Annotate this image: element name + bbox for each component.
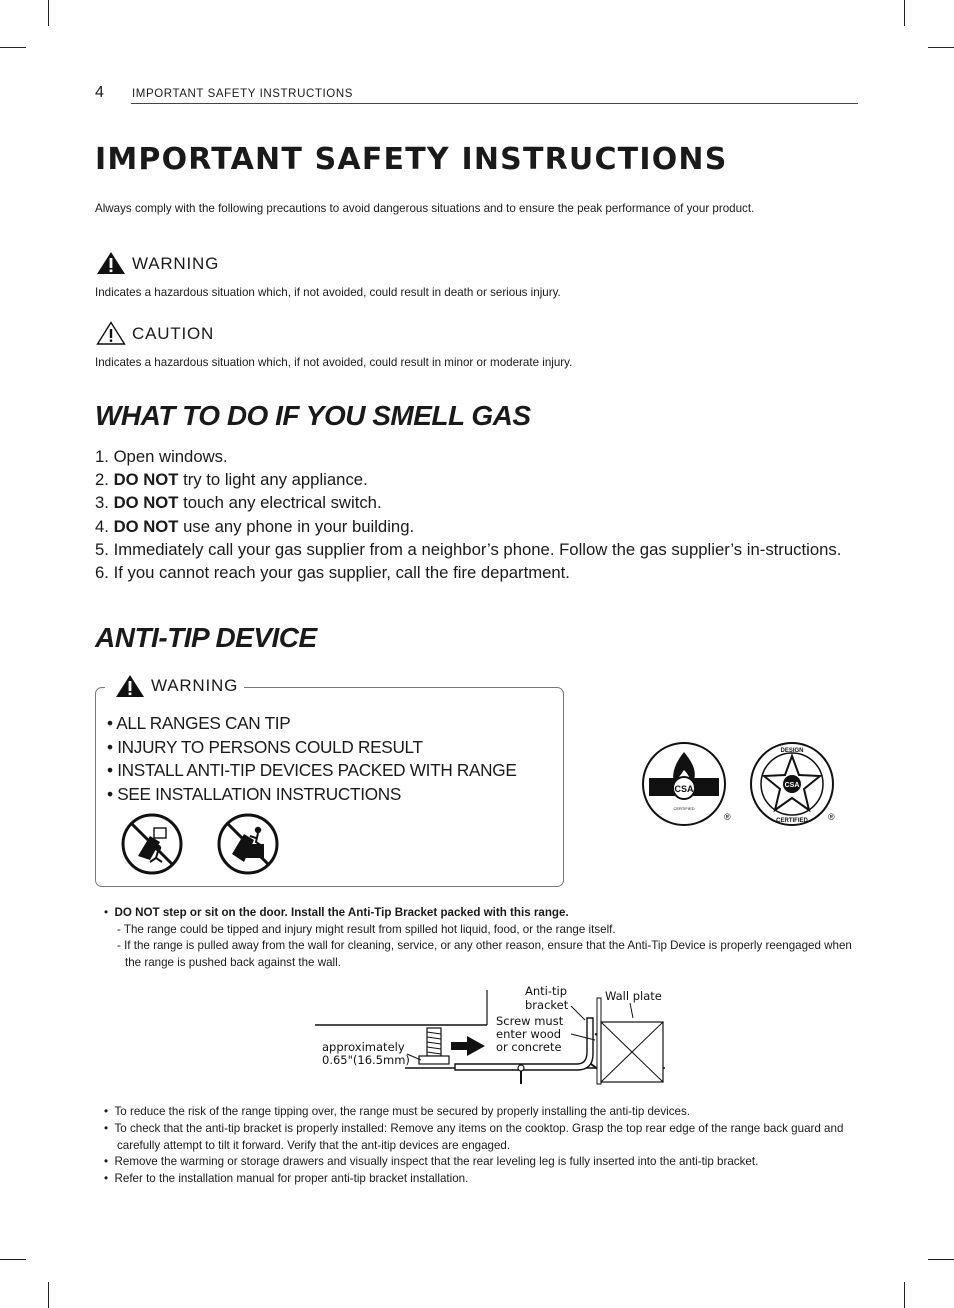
crop-mark bbox=[48, 0, 49, 26]
crop-mark bbox=[928, 47, 954, 48]
anti-tip-warning-label: WARNING bbox=[151, 676, 239, 695]
warning-triangle-icon bbox=[115, 674, 145, 698]
anti-tip-warning-header bbox=[105, 674, 244, 698]
list-item: • To check that the anti-tip bracket is properly installed: Remove any items on the cooktop. Grasp the top rear edge of the range back guard and carefully attempt to tilt it forward. Verify that the ant-itip devices are engaged. bbox=[104, 1121, 844, 1152]
list-item: 1. Open windows. bbox=[95, 447, 228, 466]
svg-text:CSA: CSA bbox=[674, 784, 694, 794]
crop-mark bbox=[0, 47, 26, 48]
no-sitting-on-door-icon bbox=[216, 812, 280, 876]
warning-label: WARNING bbox=[132, 254, 220, 273]
anti-tip-bullets bbox=[104, 1104, 864, 1188]
svg-text:Screw must: Screw must bbox=[496, 1014, 564, 1028]
svg-text:®: ® bbox=[724, 812, 731, 822]
svg-text:or concrete: or concrete bbox=[496, 1040, 562, 1054]
svg-text:Wall plate: Wall plate bbox=[605, 989, 662, 1003]
caution-label: CAUTION bbox=[132, 324, 215, 343]
warning-triangle-icon bbox=[96, 251, 126, 275]
svg-text:enter wood: enter wood bbox=[496, 1027, 562, 1041]
page-number: 4 bbox=[95, 84, 104, 101]
crop-mark bbox=[904, 1282, 905, 1308]
list-item: • INSTALL ANTI-TIP DEVICES PACKED WITH RANGE bbox=[107, 760, 517, 780]
intro-text: Always comply with the following precautions to avoid dangerous situations and to ensure the peak performance of your product. bbox=[95, 202, 755, 215]
svg-text:®: ® bbox=[828, 812, 835, 822]
page-title: IMPORTANT SAFETY INSTRUCTIONS bbox=[95, 142, 728, 177]
warning-description: Indicates a hazardous situation which, if not avoided, could result in death or serious injury. bbox=[95, 286, 561, 299]
svg-text:CERTIFIED: CERTIFIED bbox=[673, 806, 695, 811]
svg-text:bracket: bracket bbox=[525, 998, 569, 1012]
crop-mark bbox=[928, 1259, 954, 1260]
anti-tip-bracket-diagram bbox=[315, 982, 670, 1086]
smell-gas-list bbox=[95, 445, 855, 584]
crop-mark bbox=[48, 1282, 49, 1308]
list-item: • Remove the warming or storage drawers and visually inspect that the rear leveling leg is fully inserted into the anti-tip bracket. bbox=[104, 1155, 759, 1169]
section-title-anti-tip: ANTI-TIP DEVICE bbox=[95, 622, 317, 653]
section-title-smell-gas: WHAT TO DO IF YOU SMELL GAS bbox=[95, 400, 531, 431]
header-rule bbox=[131, 103, 858, 104]
list-item: 4. DO NOT use any phone in your building. bbox=[95, 516, 415, 536]
list-item: 6. If you cannot reach your gas supplier, call the fire department. bbox=[95, 563, 570, 583]
list-item: - If the range is pulled away from the wall for cleaning, service, or any other reason, ensure that the Anti-Tip Device is properly reengaged when the range is pushed back against the wall. bbox=[117, 939, 852, 969]
design-certified-logo bbox=[748, 740, 842, 828]
list-item: • SEE INSTALLATION INSTRUCTIONS bbox=[107, 783, 402, 804]
svg-text:DESIGN: DESIGN bbox=[780, 748, 804, 754]
svg-text:CSA: CSA bbox=[784, 782, 800, 789]
list-item: 3. DO NOT touch any electrical switch. bbox=[95, 493, 382, 513]
list-item: 5. Immediately call your gas supplier from a neighbor’s phone. Follow the gas supplier’s in-structions. bbox=[95, 539, 842, 559]
svg-text:Anti-tip: Anti-tip bbox=[525, 984, 568, 998]
list-item: 2. DO NOT try to light any appliance. bbox=[95, 470, 368, 490]
running-header: IMPORTANT SAFETY INSTRUCTIONS bbox=[132, 88, 354, 100]
caution-description: Indicates a hazardous situation which, if not avoided, could result in minor or moderate injury. bbox=[95, 356, 573, 369]
caution-triangle-icon bbox=[96, 321, 126, 345]
door-warning-bullet bbox=[104, 905, 864, 971]
crop-mark bbox=[0, 1259, 26, 1260]
crop-mark bbox=[904, 0, 905, 26]
svg-text:approximately: approximately bbox=[322, 1040, 405, 1054]
csa-certified-logo bbox=[640, 740, 740, 828]
no-climbing-on-door-icon bbox=[120, 812, 184, 876]
list-item: • INJURY TO PERSONS COULD RESULT bbox=[107, 736, 423, 757]
list-item: - The range could be tipped and injury might result from spilled hot liquid, food, or the range itself. bbox=[117, 922, 616, 936]
list-item: • Refer to the installation manual for proper anti-tip bracket installation. bbox=[104, 1172, 469, 1186]
anti-tip-warning-list bbox=[107, 712, 517, 806]
list-item: • ALL RANGES CAN TIP bbox=[107, 713, 291, 733]
svg-text:0.65"(16.5mm): 0.65"(16.5mm) bbox=[322, 1053, 410, 1067]
list-item: • DO NOT step or sit on the door. Install the Anti-Tip Bracket packed with this range. bbox=[104, 906, 569, 919]
list-item: • To reduce the risk of the range tipping over, the range must be secured by properly installing the anti-tip devices. bbox=[104, 1105, 691, 1118]
svg-text:CERTIFIED: CERTIFIED bbox=[776, 818, 808, 824]
